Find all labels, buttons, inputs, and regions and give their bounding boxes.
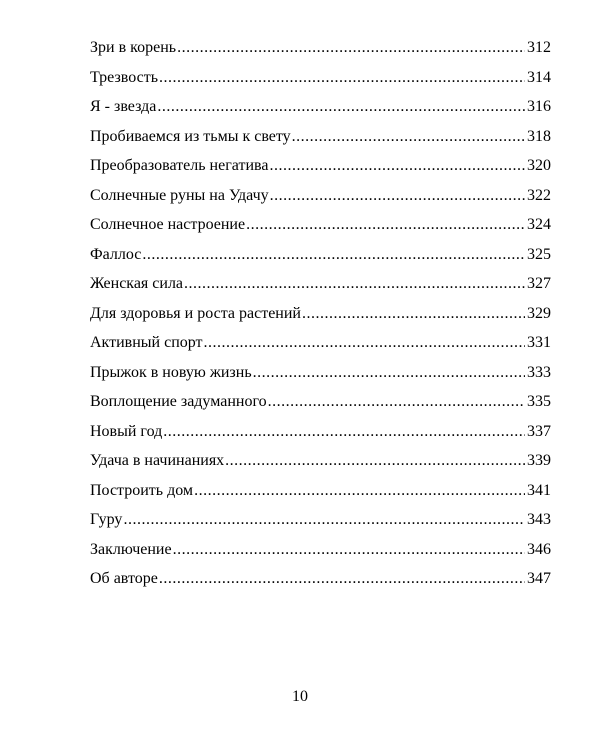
toc-entry-page: 318 — [527, 127, 551, 145]
toc-entry — [90, 446, 551, 476]
toc-entry-page: 346 — [527, 540, 551, 558]
toc-entry-page: 343 — [527, 511, 551, 528]
toc-entry — [90, 476, 551, 506]
dot-leader — [163, 417, 525, 447]
dot-leader — [225, 446, 525, 476]
dot-leader — [177, 33, 525, 63]
toc-entry-title: Солнечное настроение — [90, 216, 246, 233]
toc-entry-page: 314 — [527, 68, 551, 86]
toc-entry-title: Для здоровья и роста растений — [90, 304, 301, 322]
toc-entry-title: Прыжок в новую жизнь — [90, 363, 252, 381]
toc-entry-page: 316 — [527, 98, 551, 115]
toc-entry-title: Удача в начинаниях — [90, 452, 225, 469]
toc-entry — [90, 505, 551, 535]
toc-entry-title: Построить дом — [90, 481, 194, 499]
toc-entry-title: Фаллос — [90, 245, 142, 263]
dot-leader — [268, 387, 525, 417]
toc-entry — [90, 151, 551, 181]
toc-entry — [90, 564, 551, 594]
dot-leader — [204, 328, 525, 358]
toc-entry-page: 325 — [527, 245, 551, 263]
toc-entry-page: 339 — [527, 452, 551, 469]
toc-entry — [90, 63, 551, 93]
toc-entry-title: Я - звезда — [90, 98, 157, 115]
toc-entry — [90, 269, 551, 299]
toc-entry-title: Пробиваемся из тьмы к свету — [90, 127, 291, 145]
dot-leader — [269, 151, 525, 181]
toc-entry — [90, 122, 551, 152]
toc-entry — [90, 92, 551, 122]
page-number: 10 — [292, 688, 308, 705]
toc-entry-page: 335 — [527, 393, 551, 410]
dot-leader — [292, 122, 525, 152]
dot-leader — [123, 505, 525, 535]
toc-entry-title: Зри в корень — [90, 39, 177, 56]
toc-entry — [90, 33, 551, 63]
toc-entry-title: Женская сила — [90, 275, 184, 292]
toc-entry-page: 320 — [527, 157, 551, 174]
toc-entry-page: 324 — [527, 216, 551, 233]
dot-leader — [246, 210, 525, 240]
dot-leader — [159, 564, 525, 594]
toc-entry-page: 322 — [527, 186, 551, 204]
toc-entry — [90, 240, 551, 270]
toc-entry-title: Заключение — [90, 540, 172, 558]
dot-leader — [253, 358, 525, 388]
toc-entry — [90, 181, 551, 211]
toc-entry — [90, 328, 551, 358]
dot-leader — [270, 181, 525, 211]
toc-entry — [90, 299, 551, 329]
toc-entry-title: Солнечные руны на Удачу — [90, 186, 269, 204]
toc-entry — [90, 387, 551, 417]
toc-entry-page: 347 — [527, 570, 551, 587]
toc-entry — [90, 210, 551, 240]
table-of-contents — [90, 33, 551, 594]
dot-leader — [302, 299, 525, 329]
toc-entry-page: 331 — [527, 334, 551, 351]
toc-entry-title: Активный спорт — [90, 334, 203, 351]
toc-entry-page: 329 — [527, 304, 551, 322]
dot-leader — [142, 240, 525, 270]
toc-entry-title: Гуру — [90, 511, 123, 528]
toc-entry-page: 327 — [527, 275, 551, 292]
toc-entry — [90, 535, 551, 565]
toc-entry-page: 333 — [527, 363, 551, 381]
dot-leader — [173, 535, 525, 565]
toc-entry-title: Новый год — [90, 422, 163, 440]
toc-entry-page: 312 — [527, 39, 551, 56]
toc-entry-page: 337 — [527, 422, 551, 440]
toc-entry — [90, 358, 551, 388]
toc-entry-title: Преобразователь негатива — [90, 157, 269, 174]
dot-leader — [194, 476, 525, 506]
dot-leader — [157, 92, 525, 122]
toc-entry-title: Об авторе — [90, 570, 158, 587]
toc-entry — [90, 417, 551, 447]
toc-entry-page: 341 — [527, 481, 551, 499]
dot-leader — [184, 269, 525, 299]
toc-entry-title: Воплощение задуманного — [90, 393, 267, 410]
toc-entry-title: Трезвость — [90, 68, 159, 86]
dot-leader — [159, 63, 525, 93]
